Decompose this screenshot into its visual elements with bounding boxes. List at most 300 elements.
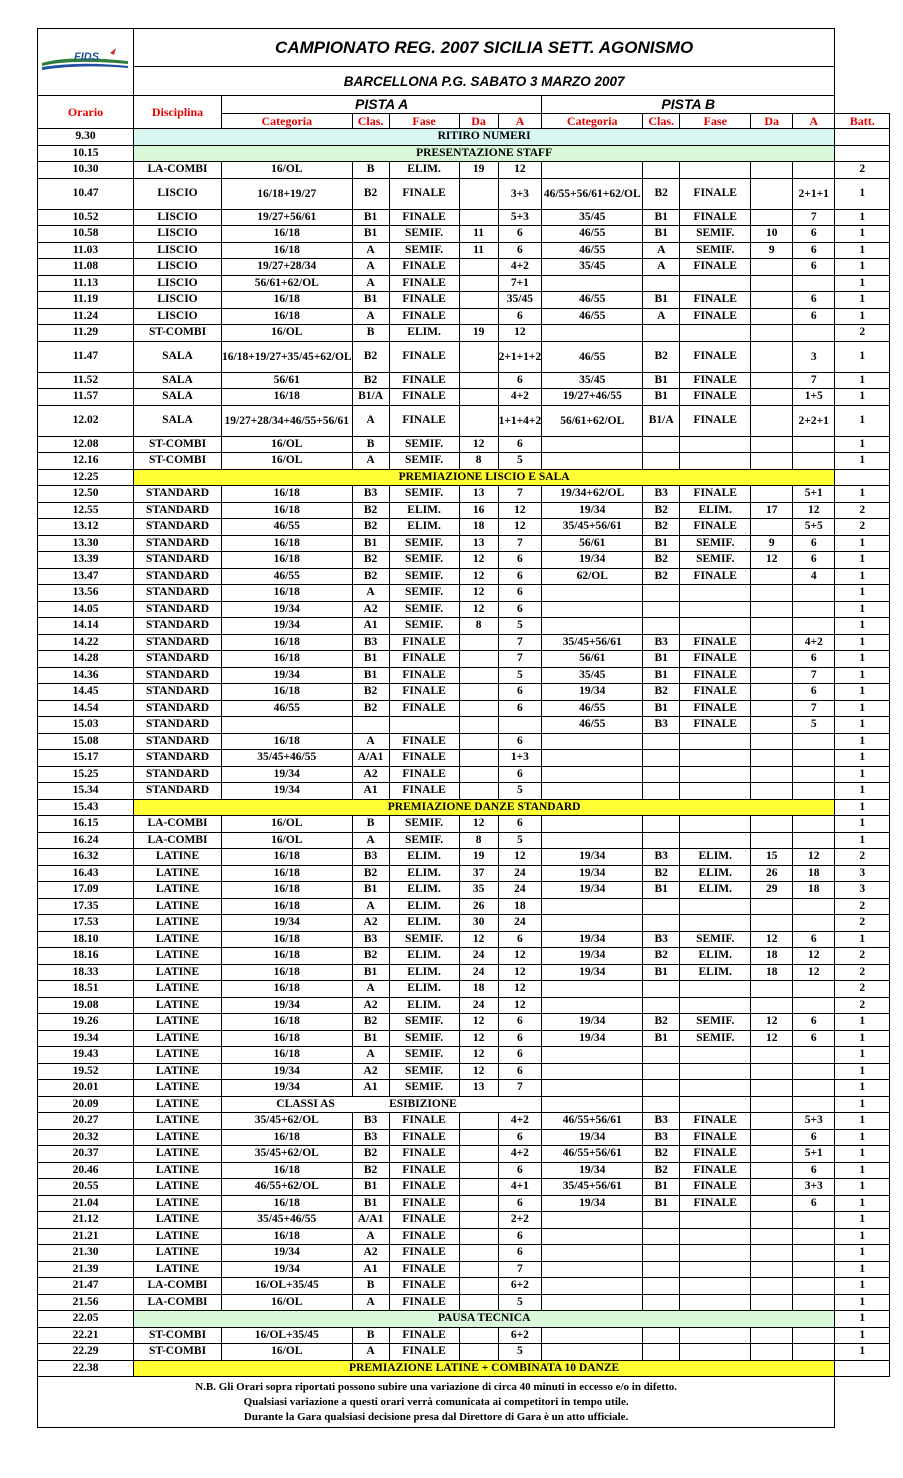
pista-a-clas-cell: B2 (352, 178, 389, 209)
pista-b-categoria-cell (542, 1278, 643, 1295)
disciplina-cell: LATINE (134, 931, 222, 948)
pista-a-clas-cell: A2 (352, 766, 389, 783)
pista-a-da-cell: 24 (459, 997, 498, 1014)
pista-a-a-cell: 6 (498, 700, 542, 717)
band-cell: PRESENTAZIONE STAFF (134, 145, 835, 162)
pista-a-a-cell: 5 (498, 832, 542, 849)
pista-b-da-cell (751, 308, 793, 325)
pista-b-fase-cell (680, 816, 751, 833)
pista-a-categoria-cell: 19/34 (222, 618, 353, 635)
table-row (38, 733, 890, 750)
pista-b-categoria-cell (542, 750, 643, 767)
disciplina-cell: STANDARD (134, 568, 222, 585)
batt-cell: 1 (835, 1245, 890, 1262)
pista-b-da-cell (751, 436, 793, 453)
pista-a-da-cell (459, 733, 498, 750)
pista-a-da-cell: 8 (459, 453, 498, 470)
pista-a-da-cell: 24 (459, 948, 498, 965)
pista-b-da-cell: 18 (751, 964, 793, 981)
pista-a-fase-cell: SEMIF. (389, 1080, 459, 1097)
batt-cell: 1 (835, 552, 890, 569)
empty-cell (793, 1096, 835, 1113)
pista-b-da-cell (751, 898, 793, 915)
pista-b-clas-cell: B2 (643, 1162, 680, 1179)
pista-a-a-cell (498, 717, 542, 734)
pista-a-fase-cell: SEMIF. (389, 552, 459, 569)
table-row (38, 1195, 890, 1212)
batt-cell: 1 (835, 1080, 890, 1097)
pista-a-clas-cell: B2 (352, 1146, 389, 1163)
batt-cell: 1 (835, 1030, 890, 1047)
orario-cell: 20.46 (38, 1162, 134, 1179)
batt-cell: 1 (835, 700, 890, 717)
pista-a-fase-cell: SEMIF. (389, 1047, 459, 1064)
pista-a-fase-cell: SEMIF. (389, 242, 459, 259)
pista-a-da-cell: 12 (459, 1047, 498, 1064)
orario-cell: 20.01 (38, 1080, 134, 1097)
pista-b-da-cell: 9 (751, 242, 793, 259)
pista-b-categoria-cell (542, 601, 643, 618)
table-row (38, 799, 890, 816)
disciplina-cell: LATINE (134, 964, 222, 981)
band-cell: PREMIAZIONE LISCIO E SALA (134, 469, 835, 486)
pista-a-a-cell: 6 (498, 585, 542, 602)
disciplina-cell: STANDARD (134, 601, 222, 618)
classi-cell: CLASSI AS (222, 1096, 390, 1113)
pista-b-clas-cell: B3 (643, 1113, 680, 1130)
orario-cell: 21.12 (38, 1212, 134, 1229)
pista-b-clas-cell: B1 (643, 1195, 680, 1212)
orario-cell: 12.08 (38, 436, 134, 453)
batt-cell: 1 (835, 226, 890, 243)
pista-b-categoria-cell (542, 1294, 643, 1311)
pista-b-fase-cell: FINALE (680, 486, 751, 503)
pista-b-da-cell (751, 325, 793, 342)
pista-b-a-cell: 6 (793, 242, 835, 259)
pista-a-categoria-cell: 46/55 (222, 568, 353, 585)
table-row (38, 1360, 890, 1377)
pista-b-categoria-cell (542, 997, 643, 1014)
disciplina-cell: LATINE (134, 1030, 222, 1047)
pista-b-clas-cell: B1 (643, 209, 680, 226)
pista-b-categoria-cell (542, 783, 643, 800)
pista-a-a-cell: 6 (498, 372, 542, 389)
pista-a-fase-cell: FINALE (389, 733, 459, 750)
pista-b-fase-cell (680, 783, 751, 800)
pista-a-clas-cell: B1 (352, 651, 389, 668)
pista-a-da-cell: 12 (459, 931, 498, 948)
page-subtitle: BARCELLONA P.G. SABATO 3 MARZO 2007 (134, 67, 835, 96)
batt-cell: 1 (835, 766, 890, 783)
pista-a-a-cell: 6+2 (498, 1278, 542, 1295)
pista-a-da-cell (459, 405, 498, 436)
batt-cell: 1 (835, 453, 890, 470)
pista-b-fase-cell: SEMIF. (680, 552, 751, 569)
pista-b-categoria-cell (542, 1344, 643, 1361)
disciplina-cell: STANDARD (134, 552, 222, 569)
pista-a-fase-cell: FINALE (389, 259, 459, 276)
table-row (38, 1129, 890, 1146)
pista-a-clas-cell: B (352, 816, 389, 833)
table-row (38, 1162, 890, 1179)
orario-cell: 17.35 (38, 898, 134, 915)
pista-a-da-cell (459, 651, 498, 668)
pista-b-da-cell (751, 733, 793, 750)
pista-a-a-cell: 6 (498, 436, 542, 453)
pista-b-categoria-cell: 46/55+56/61 (542, 1113, 643, 1130)
pista-a-clas-cell: B1 (352, 292, 389, 309)
pista-a-clas-cell: B (352, 436, 389, 453)
pista-a-da-cell (459, 1113, 498, 1130)
disciplina-cell: SALA (134, 341, 222, 372)
pista-a-da-cell: 13 (459, 486, 498, 503)
pista-b-categoria-cell (542, 766, 643, 783)
table-row (38, 651, 890, 668)
batt-cell: 1 (835, 1212, 890, 1229)
batt-cell: 3 (835, 882, 890, 899)
pista-b-fase-cell: FINALE (680, 372, 751, 389)
pista-a-da-cell: 12 (459, 601, 498, 618)
disciplina-cell: ST-COMBI (134, 325, 222, 342)
pista-b-a-cell (793, 1294, 835, 1311)
schedule-table (37, 28, 890, 1428)
pista-b-a-cell (793, 1261, 835, 1278)
pista-b-fase-cell: FINALE (680, 519, 751, 536)
pista-b-da-cell: 12 (751, 1030, 793, 1047)
table-row (38, 226, 890, 243)
pista-a-categoria-cell: 16/18 (222, 1014, 353, 1031)
orario-cell: 17.09 (38, 882, 134, 899)
disciplina-cell: LISCIO (134, 209, 222, 226)
batt-cell: 1 (835, 667, 890, 684)
disciplina-cell: LATINE (134, 882, 222, 899)
pista-b-a-cell (793, 1278, 835, 1295)
pista-b-fase-cell (680, 915, 751, 932)
pista-b-categoria-cell: 35/45 (542, 259, 643, 276)
pista-b-clas-cell (643, 997, 680, 1014)
table-row (38, 1278, 890, 1295)
table-row (38, 634, 890, 651)
pista-a-a-cell: 6 (498, 1195, 542, 1212)
disciplina-cell: LA-COMBI (134, 816, 222, 833)
pista-a-categoria-cell: 46/55+62/OL (222, 1179, 353, 1196)
pista-b-fase-cell (680, 1245, 751, 1262)
table-row (38, 1311, 890, 1328)
pista-b-fase-cell: FINALE (680, 568, 751, 585)
pista-a-clas-cell: A1 (352, 1080, 389, 1097)
table-row (38, 915, 890, 932)
orario-cell: 14.22 (38, 634, 134, 651)
disciplina-cell: LA-COMBI (134, 1278, 222, 1295)
pista-b-da-cell (751, 1261, 793, 1278)
band-cell: PREMIAZIONE LATINE + COMBINATA 10 DANZE (134, 1360, 835, 1377)
pista-b-categoria-cell: 19/34 (542, 1129, 643, 1146)
orario-cell: 15.17 (38, 750, 134, 767)
pista-a-a-cell: 12 (498, 948, 542, 965)
pista-a-da-cell (459, 1228, 498, 1245)
pista-a-fase-cell: SEMIF. (389, 931, 459, 948)
pista-a-a-cell: 5 (498, 783, 542, 800)
table-row (38, 1096, 890, 1113)
table-row (38, 1212, 890, 1229)
pista-a-da-cell: 12 (459, 816, 498, 833)
pista-b-clas-cell (643, 915, 680, 932)
disciplina-cell: STANDARD (134, 733, 222, 750)
pista-a-clas-cell: A (352, 275, 389, 292)
pista-b-a-cell (793, 898, 835, 915)
table-row (38, 585, 890, 602)
pista-a-clas-cell: B3 (352, 486, 389, 503)
pista-b-clas-cell: B1 (643, 535, 680, 552)
pista-a-clas-cell: B3 (352, 634, 389, 651)
pista-a-fase-cell: ELIM. (389, 519, 459, 536)
pista-b-da-cell: 26 (751, 865, 793, 882)
pista-a-categoria-cell: 16/OL+35/45 (222, 1327, 353, 1344)
pista-b-fase-cell: SEMIF. (680, 1030, 751, 1047)
pista-a-da-cell (459, 717, 498, 734)
pista-b-categoria-cell: 19/34 (542, 1014, 643, 1031)
pista-a-categoria-cell: 19/27+28/34+46/55+56/61 (222, 405, 353, 436)
pista-b-categoria-cell: 19/34 (542, 502, 643, 519)
orario-cell: 21.39 (38, 1261, 134, 1278)
batt-cell: 1 (835, 1294, 890, 1311)
pista-b-a-cell: 6 (793, 684, 835, 701)
disciplina-cell: LATINE (134, 1063, 222, 1080)
pista-b-clas-cell (643, 898, 680, 915)
col-disciplina: Disciplina (134, 96, 222, 129)
pista-b-clas-cell (643, 766, 680, 783)
pista-a-da-cell (459, 1129, 498, 1146)
orario-cell: 14.28 (38, 651, 134, 668)
pista-b-clas-cell (643, 1063, 680, 1080)
pista-b-a-cell: 6 (793, 651, 835, 668)
pista-b-categoria-cell: 19/34 (542, 882, 643, 899)
pista-b-a-cell: 6 (793, 1129, 835, 1146)
pista-b-fase-cell (680, 162, 751, 179)
table-row (38, 1146, 890, 1163)
pista-b-fase-cell (680, 898, 751, 915)
footer-note: Qualsiasi variazione a questi orari verrà comunicata ai competitori in tempo utile. (243, 1396, 629, 1408)
pista-a-categoria-cell: 19/34 (222, 766, 353, 783)
pista-b-categoria-cell (542, 1063, 643, 1080)
pista-a-fase-cell: ELIM. (389, 325, 459, 342)
pista-b-da-cell (751, 981, 793, 998)
pista-b-clas-cell (643, 1047, 680, 1064)
col-clas-b: Clas. (643, 114, 680, 129)
batt-cell: 1 (835, 389, 890, 406)
pista-b-categoria-cell: 46/55 (542, 242, 643, 259)
disciplina-cell: LATINE (134, 1080, 222, 1097)
pista-a-a-cell: 6 (498, 816, 542, 833)
pista-a-a-cell: 6 (498, 308, 542, 325)
disciplina-cell: LISCIO (134, 308, 222, 325)
batt-cell: 2 (835, 997, 890, 1014)
pista-b-categoria-cell (542, 1080, 643, 1097)
pista-a-categoria-cell: 16/18 (222, 389, 353, 406)
pista-a-da-cell: 24 (459, 964, 498, 981)
batt-cell: 1 (835, 1063, 890, 1080)
pista-b-clas-cell: B2 (643, 865, 680, 882)
table-row (38, 1179, 890, 1196)
pista-a-clas-cell: B2 (352, 948, 389, 965)
pista-a-categoria-cell: 16/OL (222, 816, 353, 833)
pista-a-a-cell: 6 (498, 1162, 542, 1179)
pista-b-categoria-cell (542, 1327, 643, 1344)
table-row (38, 308, 890, 325)
disciplina-cell: LATINE (134, 1245, 222, 1262)
pista-a-fase-cell: ELIM. (389, 981, 459, 998)
pista-b-a-cell (793, 275, 835, 292)
batt-cell (835, 145, 890, 162)
pista-a-da-cell (459, 1212, 498, 1229)
pista-b-fase-cell (680, 1047, 751, 1064)
orario-cell: 10.58 (38, 226, 134, 243)
pista-b-clas-cell: B2 (643, 502, 680, 519)
pista-a-fase-cell: FINALE (389, 1162, 459, 1179)
pista-a-da-cell: 12 (459, 1014, 498, 1031)
pista-b-a-cell (793, 1047, 835, 1064)
pista-b-fase-cell: FINALE (680, 389, 751, 406)
pista-b-a-cell: 6 (793, 1195, 835, 1212)
pista-a-da-cell: 8 (459, 618, 498, 635)
batt-cell: 1 (835, 1129, 890, 1146)
pista-b-a-cell (793, 997, 835, 1014)
batt-cell: 1 (835, 816, 890, 833)
pista-b-categoria-cell (542, 162, 643, 179)
footer-note: N.B. Gli Orari sopra riportati possono subire una variazione di circa 40 minuti in eccesso e/o in difetto. (195, 1381, 677, 1393)
pista-a-da-cell: 13 (459, 1080, 498, 1097)
pista-a-categoria-cell: 16/OL (222, 1344, 353, 1361)
pista-a-categoria-cell: 16/18 (222, 684, 353, 701)
pista-a-categoria-cell: 16/18 (222, 964, 353, 981)
table-row (38, 783, 890, 800)
pista-a-da-cell (459, 684, 498, 701)
pista-a-da-cell (459, 634, 498, 651)
pista-b-a-cell (793, 1063, 835, 1080)
batt-cell: 1 (835, 931, 890, 948)
pista-b-a-cell: 18 (793, 865, 835, 882)
table-row (38, 568, 890, 585)
orario-cell: 11.57 (38, 389, 134, 406)
pista-b-a-cell: 5 (793, 717, 835, 734)
pista-a-clas-cell: A (352, 1344, 389, 1361)
batt-cell: 1 (835, 1014, 890, 1031)
pista-b-fase-cell (680, 733, 751, 750)
pista-a-da-cell: 8 (459, 832, 498, 849)
table-row (38, 1080, 890, 1097)
pista-b-da-cell (751, 1278, 793, 1295)
batt-cell: 2 (835, 519, 890, 536)
pista-b-da-cell (751, 915, 793, 932)
table-row (38, 259, 890, 276)
pista-b-a-cell: 6 (793, 292, 835, 309)
batt-cell: 1 (835, 585, 890, 602)
batt-cell: 1 (835, 341, 890, 372)
orario-cell: 16.24 (38, 832, 134, 849)
pista-a-fase-cell: ELIM. (389, 162, 459, 179)
pista-a-categoria-cell: 19/34 (222, 601, 353, 618)
pista-a-fase-cell: FINALE (389, 1179, 459, 1196)
pista-b-clas-cell: B2 (643, 684, 680, 701)
pista-a-a-cell: 12 (498, 849, 542, 866)
pista-a-fase-cell: SEMIF. (389, 832, 459, 849)
pista-b-da-cell: 10 (751, 226, 793, 243)
pista-a-clas-cell: B (352, 162, 389, 179)
pista-a-a-cell: 6 (498, 552, 542, 569)
pista-a-a-cell: 35/45 (498, 292, 542, 309)
pista-b-a-cell: 6 (793, 1162, 835, 1179)
table-row (38, 766, 890, 783)
pista-b-fase-cell: SEMIF. (680, 931, 751, 948)
pista-b-a-cell (793, 1327, 835, 1344)
pista-a-da-cell (459, 1195, 498, 1212)
pista-b-fase-cell: FINALE (680, 634, 751, 651)
orario-cell: 11.47 (38, 341, 134, 372)
disciplina-cell: ST-COMBI (134, 1344, 222, 1361)
pista-a-fase-cell: FINALE (389, 1129, 459, 1146)
disciplina-cell: STANDARD (134, 634, 222, 651)
table-row (38, 750, 890, 767)
orario-cell: 11.24 (38, 308, 134, 325)
pista-b-categoria-cell (542, 436, 643, 453)
orario-cell: 22.21 (38, 1327, 134, 1344)
pista-a-da-cell (459, 1278, 498, 1295)
pista-a-categoria-cell: 16/18 (222, 308, 353, 325)
pista-b-fase-cell: FINALE (680, 667, 751, 684)
disciplina-cell: LATINE (134, 1228, 222, 1245)
pista-b-fase-cell (680, 832, 751, 849)
pista-b-a-cell: 6 (793, 1030, 835, 1047)
pista-a-categoria-cell: 16/18 (222, 865, 353, 882)
table-row (38, 1113, 890, 1130)
pista-b-categoria-cell (542, 1261, 643, 1278)
pista-b-a-cell: 12 (793, 849, 835, 866)
pista-b-a-cell: 3 (793, 341, 835, 372)
pista-a-clas-cell: A2 (352, 601, 389, 618)
pista-a-a-cell: 1+1+4+2 (498, 405, 542, 436)
batt-cell: 2 (835, 948, 890, 965)
pista-b-fase-cell: FINALE (680, 684, 751, 701)
page-title: CAMPIONATO REG. 2007 SICILIA SETT. AGONISMO (134, 29, 835, 67)
pista-b-a-cell: 12 (793, 964, 835, 981)
pista-b-da-cell (751, 1228, 793, 1245)
pista-a-da-cell (459, 1179, 498, 1196)
pista-a-fase-cell: SEMIF. (389, 1030, 459, 1047)
pista-a-fase-cell: FINALE (389, 1228, 459, 1245)
pista-b-da-cell (751, 618, 793, 635)
pista-a-categoria-cell: 16/18 (222, 651, 353, 668)
orario-cell: 11.52 (38, 372, 134, 389)
pista-a-a-cell: 5 (498, 1344, 542, 1361)
pista-a-a-cell: 6 (498, 226, 542, 243)
batt-cell: 1 (835, 1146, 890, 1163)
pista-b-a-cell: 18 (793, 882, 835, 899)
pista-b-fase-cell: SEMIF. (680, 226, 751, 243)
disciplina-cell: LATINE (134, 1014, 222, 1031)
pista-a-a-cell: 6 (498, 242, 542, 259)
orario-cell: 10.30 (38, 162, 134, 179)
pista-b-categoria-cell: 46/55 (542, 700, 643, 717)
pista-a-categoria-cell: 16/18 (222, 292, 353, 309)
pista-a-categoria-cell: 19/34 (222, 997, 353, 1014)
pista-b-a-cell (793, 325, 835, 342)
batt-cell: 2 (835, 325, 890, 342)
pista-b-fase-cell: FINALE (680, 1162, 751, 1179)
pista-b-clas-cell: B1 (643, 292, 680, 309)
pista-a-fase-cell: SEMIF. (389, 1014, 459, 1031)
disciplina-cell: STANDARD (134, 684, 222, 701)
disciplina-cell: LA-COMBI (134, 162, 222, 179)
